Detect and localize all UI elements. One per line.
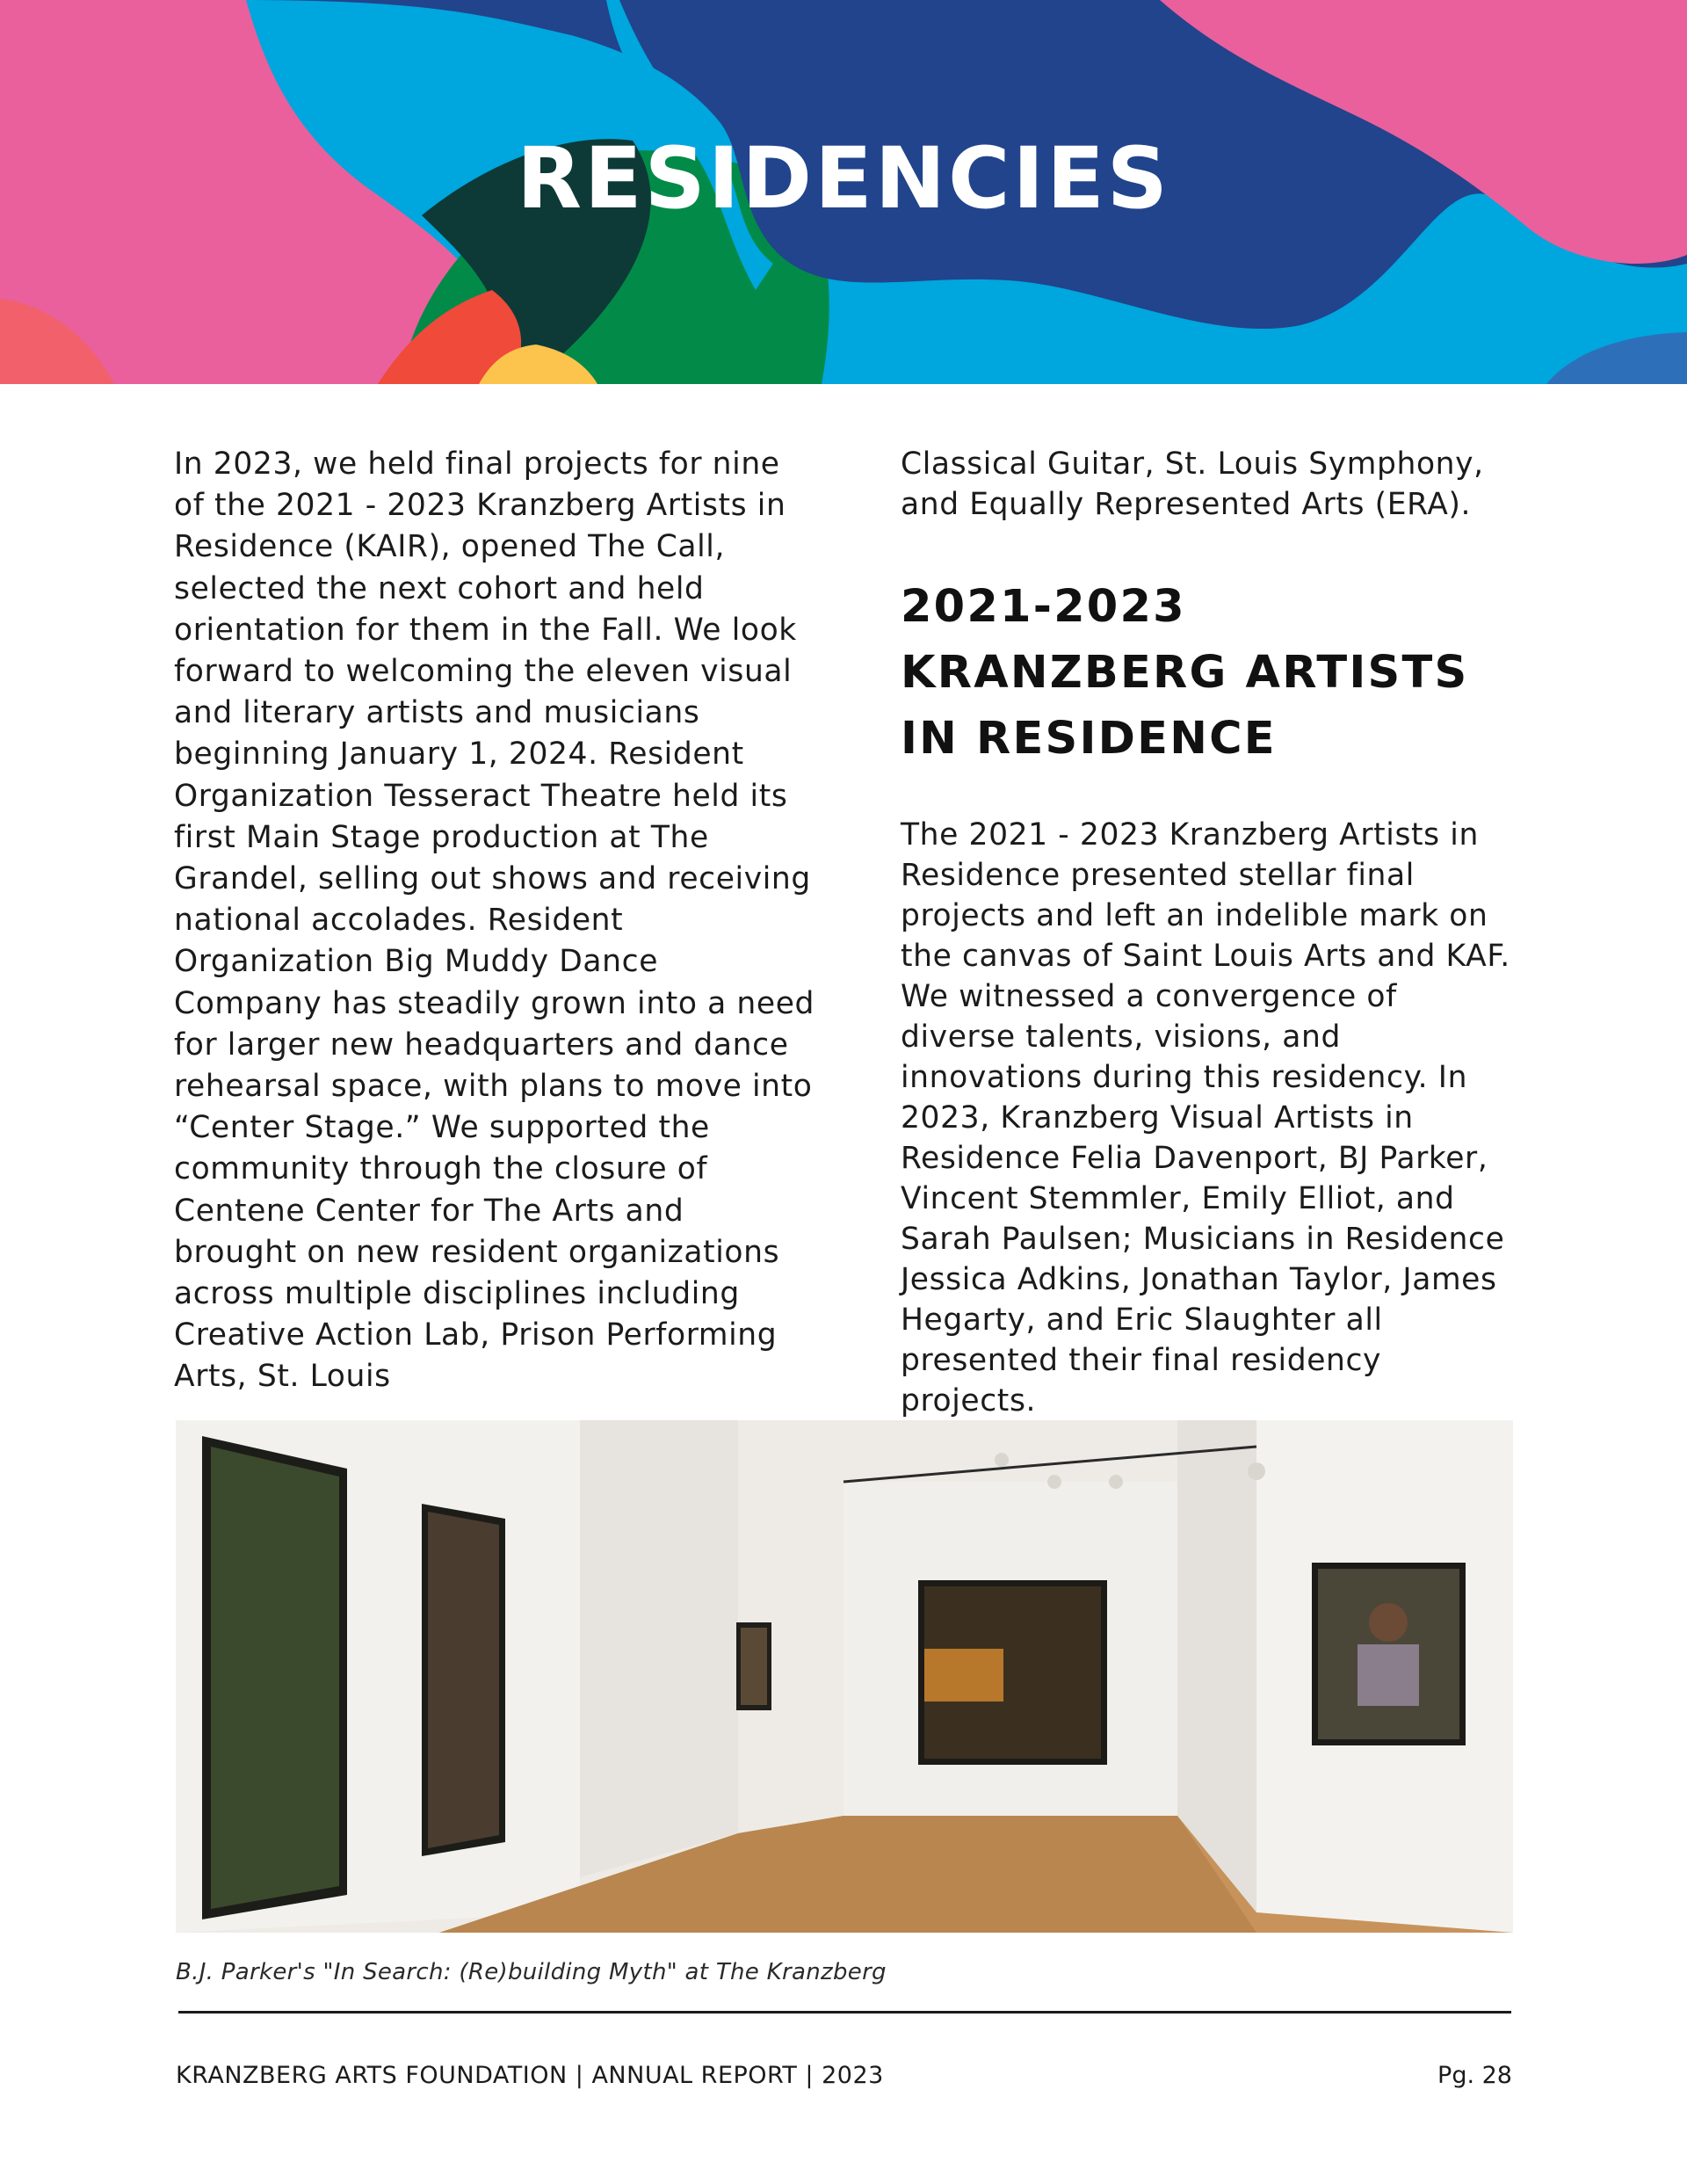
painting-2 bbox=[428, 1512, 499, 1848]
gallery-photo bbox=[176, 1420, 1513, 1933]
column-left bbox=[580, 1420, 738, 1877]
intro-paragraph-continuation: Classical Guitar, St. Louis Symphony, and Equally Represented Arts (ERA). bbox=[901, 446, 1484, 522]
intro-paragraph: In 2023, we held final projects for nine of the 2021 - 2023 Kranzberg Artists in Residence (KAIR), opened The Call, selected the next cohort and held orientation for them in the Fall. We look forward to welcoming the eleven visual and literary artists and musicians beginning January 1, 2024. Resident Organization Tesseract Theatre held its first Main Stage production at The Grandel, selling out shows and receiving national accolades. Resident Organization Big Muddy Dance Company has steadily grown into a need for larger new headquarters and dance rehearsal space, with plans to move into “Center Stage.” We supported the community through the closure of Centene Center for The Arts and brought on new resident organizations across multiple disciplines including Creative Action Lab, Prison Performing Arts, St. Louis bbox=[174, 446, 815, 1395]
spotlight-4 bbox=[1248, 1462, 1265, 1480]
header-banner bbox=[0, 0, 1687, 384]
section-heading: 2021-2023 KRANZBERG ARTISTS IN RESIDENCE bbox=[901, 581, 1469, 765]
spotlight-1 bbox=[995, 1453, 1009, 1467]
residence-paragraph: The 2021 - 2023 Kranzberg Artists in Residence presented stellar final projects and left an indelible mark on the canvas of Saint Louis Arts and KAF. We witnessed a convergence of diverse talents, visions, and innovations during this residency. In 2023, Kranzberg Visual Artists in Residence Felia Davenport, BJ Parker, Vincent Stemmler, Emily Elliot, and Sarah Paulsen; Musicians in Residence Jessica Adkins, Jonathan Taylor, James Hegarty, and Eric Slaughter all presented their final residency projects. bbox=[901, 817, 1510, 1419]
page-title: RESIDENCIES bbox=[517, 129, 1170, 228]
photo-caption: B.J. Parker's "In Search: (Re)building Myth" at The Kranzberg bbox=[176, 1959, 887, 1985]
painting-5-figure bbox=[1369, 1603, 1408, 1642]
painting-5-figure-body bbox=[1358, 1644, 1419, 1706]
painting-4-sky bbox=[924, 1649, 1003, 1701]
gallery-illustration bbox=[176, 1420, 1513, 1933]
spotlight-2 bbox=[1047, 1475, 1061, 1489]
spotlight-3 bbox=[1109, 1475, 1123, 1489]
footer-divider bbox=[178, 2011, 1511, 2013]
page-number: Pg. 28 bbox=[1437, 2062, 1512, 2089]
footer-publication: KRANZBERG ARTS FOUNDATION | ANNUAL REPORT | 2023 bbox=[176, 2062, 884, 2089]
painting-3 bbox=[741, 1628, 767, 1705]
right-column bbox=[901, 444, 1516, 1421]
painting-1 bbox=[211, 1447, 339, 1909]
